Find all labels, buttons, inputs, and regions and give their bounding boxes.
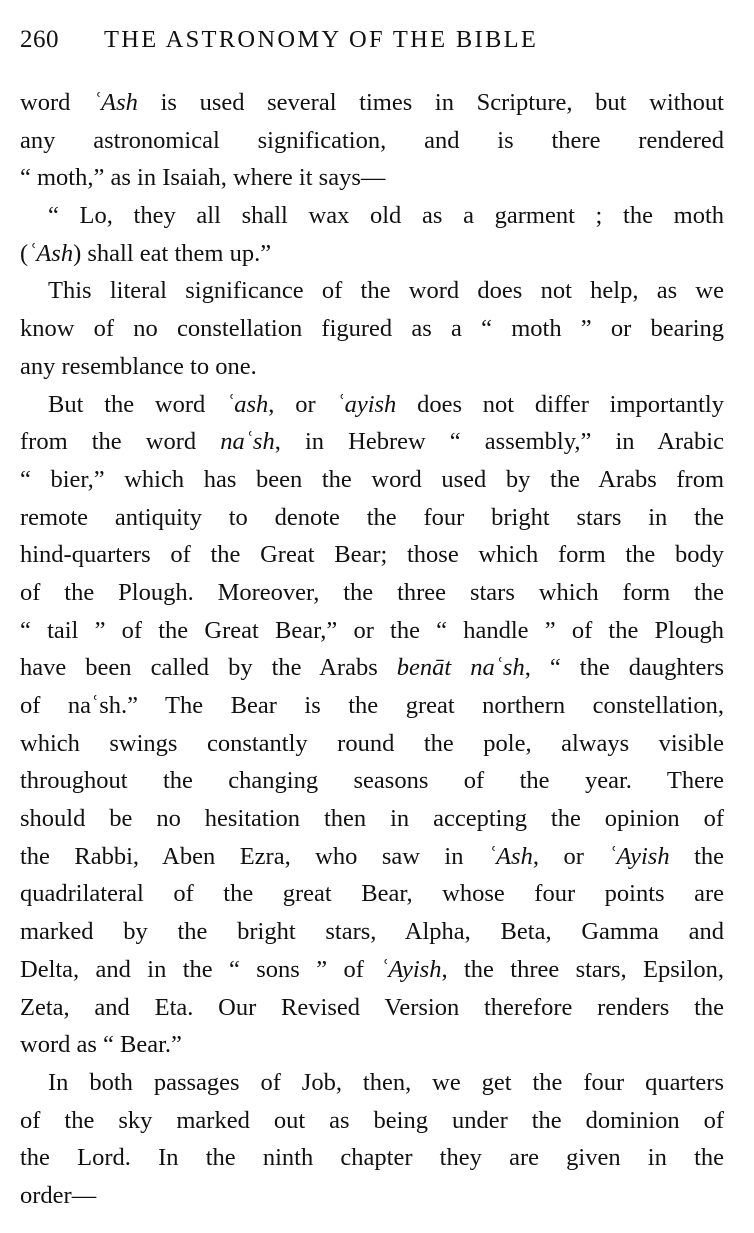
italic-term: ʿAsh (487, 842, 533, 870)
italic-term: ʿash (226, 390, 269, 418)
text-line (20, 235, 724, 273)
text-run: “ moth,” as in Isaiah, where it says— (20, 164, 386, 192)
page-number: 260 (20, 26, 59, 53)
text-line (20, 687, 724, 725)
text-run: does not differ importantly (396, 390, 724, 418)
text-line (20, 875, 724, 913)
text-run: is used several times in Scripture, but without (137, 89, 724, 116)
italic-term: naʿsh (220, 428, 275, 456)
text-run: know of no constellation figured as a “ moth ” or bearing (20, 315, 724, 343)
text-line (20, 1102, 724, 1140)
text-run: the (669, 842, 724, 870)
text-line (20, 348, 724, 386)
text-line (20, 612, 724, 650)
text-run: of the sky marked out as being under the dominion of (20, 1106, 724, 1134)
text-run: of the Plough. Moreover, the three stars which form the (20, 578, 724, 606)
text-line (20, 423, 724, 461)
text-run: from the word (20, 428, 221, 456)
text-run: order— (20, 1181, 97, 1209)
italic-term: ʿAsh (28, 239, 74, 267)
text-line (20, 197, 724, 235)
text-line (20, 762, 724, 800)
running-header (20, 26, 730, 60)
running-title: THE ASTRONOMY OF THE BIBLE (104, 26, 539, 53)
text-run: This literal significance of the word does not help, as we (48, 277, 724, 305)
text-line (20, 1026, 724, 1064)
text-run: hind-quarters of the Great Bear; those which form the body (20, 541, 724, 569)
text-line (20, 386, 724, 424)
text-line (20, 838, 724, 876)
text-run: , or (268, 390, 337, 418)
body-text (20, 84, 724, 1215)
text-line (20, 574, 724, 612)
text-run: , “ the daughters (524, 654, 725, 682)
text-run: “ tail ” of the Great Bear,” or the “ handle ” of the Plough (20, 616, 724, 644)
text-run: , the three stars, Epsilon, (441, 955, 724, 983)
text-run: which swings constantly round the pole, always visible (20, 729, 724, 757)
italic-term: ʿAsh (93, 89, 138, 116)
text-line (20, 84, 724, 122)
text-run: In both passages of Job, then, we get the four quarters (48, 1068, 724, 1096)
text-line (20, 1064, 724, 1102)
text-run: “ bier,” which has been the word used by the Arabs from (20, 465, 724, 493)
text-line (20, 800, 724, 838)
text-line (20, 159, 724, 197)
text-line (20, 536, 724, 574)
text-run: quadrilateral of the great Bear, whose four points are (20, 880, 724, 908)
text-line (20, 122, 724, 160)
text-run: the Rabbi, Aben Ezra, who saw in (20, 842, 488, 870)
text-run: But the word (48, 390, 227, 418)
text-run: , or (532, 842, 609, 870)
text-run: any resemblance to one. (20, 352, 257, 380)
text-run: ( (20, 239, 29, 267)
text-line (20, 1139, 724, 1177)
italic-term: ʿayish (336, 390, 397, 418)
text-run: throughout the changing seasons of the year. There (20, 767, 724, 795)
text-run: should be no hesitation then in accepting the opinion of (20, 805, 724, 833)
text-line (20, 1177, 724, 1215)
text-run: the Lord. In the ninth chapter they are given in the (20, 1144, 724, 1172)
text-line (20, 499, 724, 537)
text-run: Zeta, and Eta. Our Revised Version therefore renders the (20, 993, 724, 1021)
italic-term: ʿAyish (380, 955, 442, 983)
text-run: Delta, and in the “ sons ” of (20, 955, 381, 983)
text-run: word (20, 89, 94, 116)
text-run: ) shall eat them up.” (73, 239, 272, 267)
text-line (20, 725, 724, 763)
text-run: have been called by the Arabs (20, 654, 397, 682)
text-line (20, 649, 724, 687)
text-line (20, 989, 724, 1027)
text-line (20, 951, 724, 989)
text-run: word as “ Bear.” (20, 1031, 182, 1059)
text-run: of naʿsh.” The Bear is the great northern constellation, (20, 692, 724, 719)
text-run: , in Hebrew “ assembly,” in Arabic (274, 428, 724, 456)
text-run: marked by the bright stars, Alpha, Beta, Gamma and (20, 918, 724, 946)
italic-term: ʿAyish (608, 842, 670, 870)
italic-term: benāt naʿsh (396, 654, 525, 682)
text-line (20, 272, 724, 310)
text-run: any astronomical signification, and is there rendered (20, 126, 724, 154)
text-line (20, 461, 724, 499)
text-line (20, 913, 724, 951)
text-run: “ Lo, they all shall wax old as a garment ; the moth (48, 202, 724, 230)
text-run: remote antiquity to denote the four bright stars in the (20, 503, 724, 531)
text-line (20, 310, 724, 348)
